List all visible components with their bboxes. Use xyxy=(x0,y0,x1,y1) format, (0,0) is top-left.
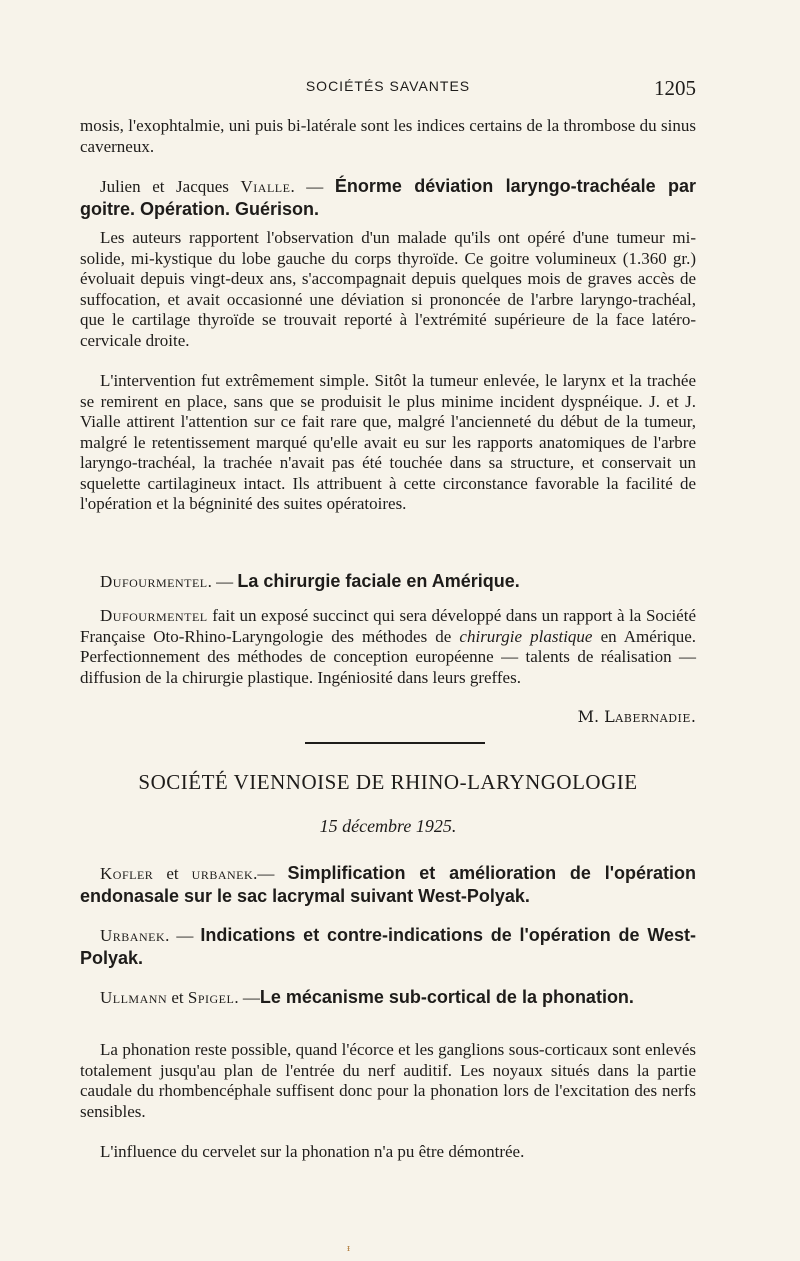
entry-vialle-authors: Julien et Jacques xyxy=(100,177,241,196)
entry-ullmann-author-2: Spigel xyxy=(187,988,235,1007)
entry-vialle-author: Vialle xyxy=(240,177,291,196)
entry-urbanek-heading xyxy=(80,924,696,970)
entry-vialle-title: Énorme déviation laryngo-trachéale par goitre. Opération. Guérison. xyxy=(80,176,697,219)
entry-kofler-connector: et xyxy=(153,864,192,883)
entry-dufourmentel-para-italic: chirurgie plastique xyxy=(459,626,593,646)
entry-dufourmentel-dash: . — xyxy=(207,572,238,591)
running-title: SOCIÉTÉS SAVANTES xyxy=(305,78,471,94)
signature-prefix: M. xyxy=(577,707,605,726)
entry-dufourmentel-para-author: Dufourmentel xyxy=(100,606,208,625)
entry-dufourmentel-para-text-2: en Amérique. Perfectionnement des méthodes de conception européenne — talents de réalisation — diffusion de la chirurgie plastique. Ingéniosité dans leurs greffes. xyxy=(80,626,696,687)
entry-kofler-dash: .— xyxy=(253,864,288,883)
entry-kofler-author-2: urbanek xyxy=(191,864,254,883)
signature-suffix: . xyxy=(690,707,696,726)
society-heading: SOCIÉTÉ VIENNOISE DE RHINO-LARYNGOLOGIE xyxy=(138,770,638,794)
entry-ullmann-paragraph-1: La phonation reste possible, quand l'écorce et les ganglions sous-corticaux sont enlevés totalement jusqu'au plan de l'entrée du nerf auditif. Les noyaux situés dans la partie caudale du rhombencéphale suffisent donc pour la phonation lors de l'excitation des nerfs sensibles. xyxy=(80,1040,696,1121)
page-number: 1205 xyxy=(654,76,696,100)
entry-ullmann-title: Le mécanisme sub-cortical de la phonation. xyxy=(259,987,634,1007)
entry-dufourmentel-heading xyxy=(80,571,696,593)
entry-ullmann-dash: . — xyxy=(234,988,260,1007)
entry-dufourmentel-paragraph xyxy=(80,606,696,688)
entry-dufourmentel-title: La chirurgie faciale en Amérique. xyxy=(237,571,520,591)
section-divider xyxy=(305,742,485,744)
entry-urbanek-dash: . — xyxy=(165,926,201,945)
entry-kofler-title: Simplification et amélioration de l'opération endonasale sur le sac lacrymal suivant West-Polyak. xyxy=(80,863,696,906)
entry-vialle-dash: . — xyxy=(290,177,335,196)
entry-ullmann-author-1: Ullmann xyxy=(100,988,168,1007)
session-date: 15 décembre 1925. xyxy=(319,816,457,836)
signature-name: Labernadie xyxy=(604,707,691,726)
entry-ullmann-connector: et xyxy=(167,988,188,1007)
entry-vialle-paragraph-2: L'intervention fut extrêmement simple. Sitôt la tumeur enlevée, le larynx et la trachée se remirent en place, sans que se produisit le plus minime incident dyspnéique. J. et J. Vialle attirent l'attention sur ce fait rare que, malgré l'ancienneté du début de la tumeur, malgré le retentissement marqué qu'elle avait eu sur les rapports anatomiques de l'arbre laryngo-trachéal, la trachée n'avait pas été touchée dans sa structure, et conservait un squelette cartilagineux intact. Ils attribuent à cette circonstance favorable la facilité de l'opération et la bégninité des suites opératoires. xyxy=(80,371,696,513)
ink-mark: ᵻ xyxy=(347,1244,350,1254)
page-header xyxy=(80,76,696,98)
entry-urbanek-title: Indications et contre-indications de l'opération de West-Polyak. xyxy=(80,925,696,968)
entry-ullmann-paragraph-2: L'influence du cervelet sur la phonation n'a pu être démontrée. xyxy=(100,1142,525,1161)
entry-vialle-heading xyxy=(80,175,696,221)
intro-paragraph: mosis, l'exophtalmie, uni puis bi-latérale sont les indices certains de la thrombose du sinus caverneux. xyxy=(80,116,696,156)
entry-urbanek-author: Urbanek xyxy=(100,926,166,945)
entry-kofler-heading xyxy=(80,862,696,908)
entry-dufourmentel-para-text-1: fait un exposé succinct qui sera développé dans un rapport à la Société Française Oto-Rhino-Laryngologie des méthodes de xyxy=(80,606,696,646)
entry-vialle-paragraph-1: Les auteurs rapportent l'observation d'un malade qu'ils ont opéré d'une tumeur mi-solide, mi-kystique du lobe gauche du corps thyroïde. Ce goitre volumineux (1.360 gr.) évoluait depuis vingt-deux ans, s'accompagnait depuis quelques mois de graves accès de suffocation, et avait occasionné une déviation si prononcée de l'arbre laryngo-trachéal, que le cartilage thyroïde se trouvait reporté à l'extrémité supérieure de la face latéro-cervicale droite. xyxy=(80,228,696,350)
entry-ullmann-heading xyxy=(80,986,696,1009)
entry-kofler-author-1: Kofler xyxy=(100,864,154,883)
signature xyxy=(578,707,696,726)
entry-dufourmentel-author: Dufourmentel xyxy=(100,572,208,591)
